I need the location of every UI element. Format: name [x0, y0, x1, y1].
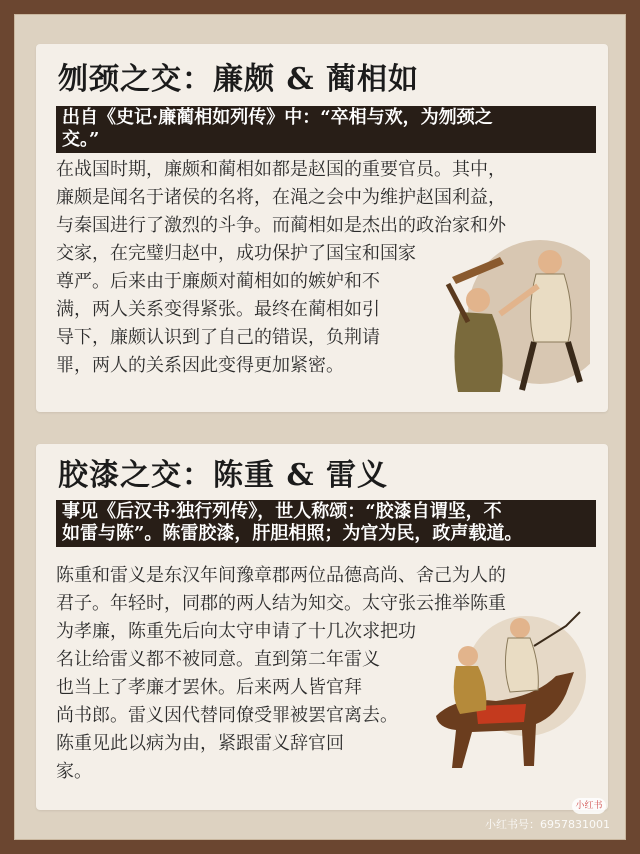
- body-line: 君子。年轻时，同郡的两人结为知交。太守张云推举陈重: [56, 593, 506, 614]
- body-line: 为孝廉，陈重先后向太守申请了十几次求把功: [56, 621, 416, 642]
- quote-line: 事见《后汉书·独行列传》，世人称颂：“胶漆自谓坚，不: [62, 501, 502, 522]
- body-line: 尊严。后来由于廉颇对蔺相如的嫉妒和不: [56, 271, 380, 292]
- body-line: 陈重见此以病为由，紧跟雷义辞官回: [56, 733, 344, 754]
- section-title: 刎颈之交：廉颇 & 蔺相如: [58, 62, 419, 97]
- watermark-text: 小红书号：6957831001: [485, 818, 610, 831]
- body-line: 尚书郎。雷义因代替同僚受罪被罢官离去。: [56, 705, 398, 726]
- body-line: 满，两人关系变得紧张。最终在蔺相如引: [56, 299, 380, 320]
- body-line: 在战国时期，廉颇和蔺相如都是赵国的重要官员。其中，: [56, 159, 506, 180]
- illustration-lian-po-kneeling-icon: [430, 222, 590, 412]
- xiaohongshu-badge: 小红书: [572, 798, 606, 814]
- quote-line: 如雷与陈”。陈雷胶漆，肝胆相照；为官为民，政声载道。: [62, 523, 523, 544]
- body-line: 家。: [56, 761, 92, 782]
- illustration-riders-on-horse-icon: [416, 606, 586, 786]
- body-line: 导下，廉颇认识到了自己的错误，负荆请: [56, 327, 380, 348]
- quote-block: [56, 500, 596, 547]
- body-line: 罪，两人的关系因此变得更加紧密。: [56, 355, 344, 376]
- body-line: 陈重和雷义是东汉年间豫章郡两位品德高尚、舍己为人的: [56, 565, 506, 586]
- quote-block: [56, 106, 596, 153]
- body-line: 与秦国进行了激烈的斗争。而蔺相如是杰出的政治家和外: [56, 215, 506, 236]
- body-line: 交家，在完璧归赵中，成功保护了国宝和国家: [56, 243, 416, 264]
- section-title: 胶漆之交：陈重 & 雷义: [58, 458, 388, 493]
- quote-line: 出自《史记·廉蔺相如列传》中：“卒相与欢，为刎颈之: [62, 107, 493, 128]
- body-line: 廉颇是闻名于诸侯的名将，在渑之会中为维护赵国利益，: [56, 187, 506, 208]
- body-line: 名让给雷义都不被同意。直到第二年雷义: [56, 649, 380, 670]
- body-line: 也当上了孝廉才罢休。后来两人皆官拜: [56, 677, 362, 698]
- quote-line: 交。”: [62, 129, 100, 150]
